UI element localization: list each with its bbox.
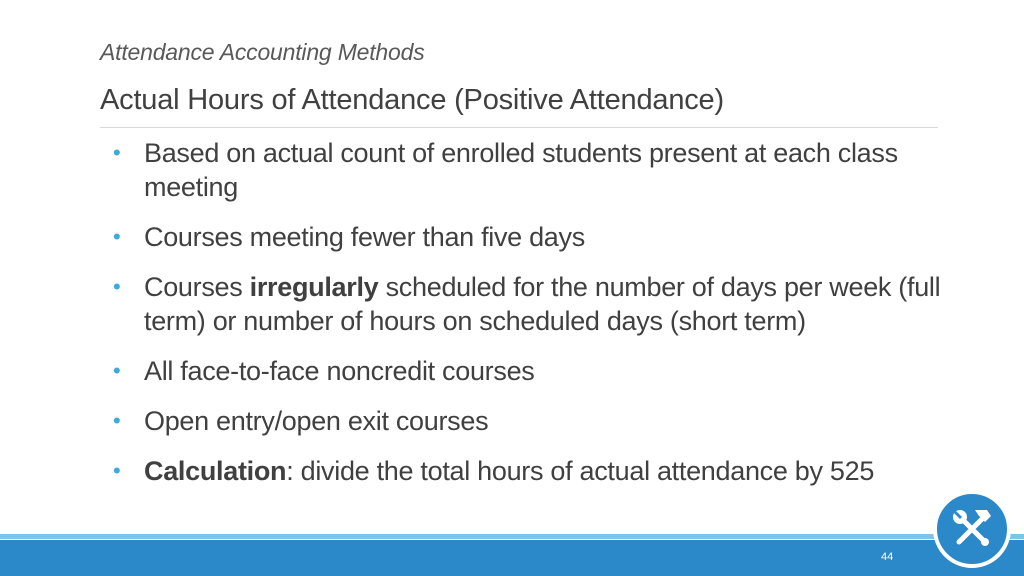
bullet-text-pre: Courses meeting fewer than five days [144,222,585,252]
bullet-text [144,454,874,488]
bullet-item [113,136,973,204]
bullet-text-post: scheduled for the number of days per week (full term) or number of hours on scheduled days (short term) [144,272,941,336]
bullet-text [144,270,973,338]
footer-bar [0,540,1024,576]
bullet-dot-icon: • [113,458,121,483]
footer-accent-line [0,534,1024,539]
slide-subtitle: Attendance Accounting Methods [100,39,425,65]
tools-icon [950,507,994,551]
bullet-text-pre: Open entry/open exit courses [144,406,489,436]
bullet-list [113,136,973,504]
bullet-item [113,404,973,438]
tools-badge [933,490,1011,568]
slide-title: Actual Hours of Attendance (Positive Attendance) [100,84,724,116]
bullet-dot-icon: • [113,408,121,433]
bullet-text-post: : divide the total hours of actual attendance by 525 [286,456,875,486]
bullet-text-pre: Courses [144,272,250,302]
bullet-text [144,404,488,438]
bullet-text [144,220,585,254]
bullet-item [113,454,973,488]
bullet-dot-icon: • [113,358,121,383]
bullet-item [113,354,973,388]
bullet-text [144,354,535,388]
bullet-text-bold: irregularly [249,272,379,302]
bullet-item [113,220,973,254]
bullet-dot-icon: • [113,224,121,249]
bullet-item [113,270,973,338]
bullet-text-pre: All face-to-face noncredit courses [144,356,535,386]
page-number: 44 [881,551,894,563]
bullet-text [144,136,973,204]
title-divider [100,127,938,128]
bullet-text-pre: Based on actual count of enrolled students present at each class meeting [144,138,898,202]
bullet-dot-icon: • [113,274,121,299]
bullet-text-bold: Calculation [144,456,287,486]
bullet-dot-icon: • [113,140,121,165]
